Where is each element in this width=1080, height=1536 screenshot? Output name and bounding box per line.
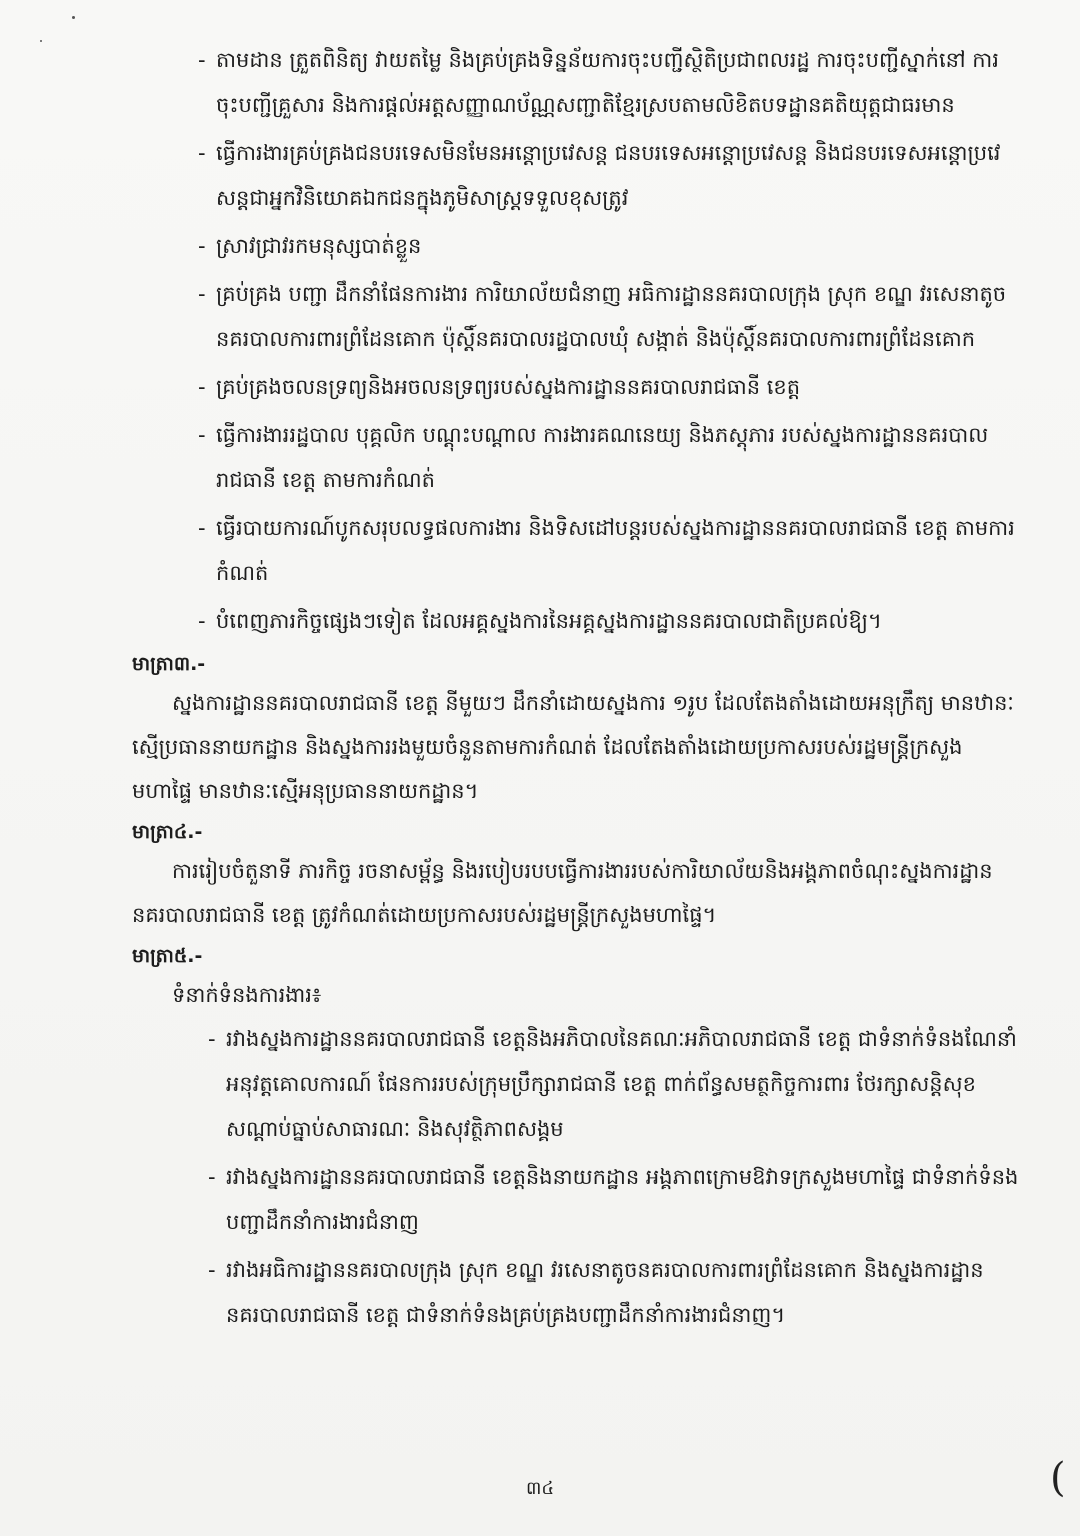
list-item-text: តាមដាន ត្រួតពិនិត្យ វាយតម្លៃ និងគ្រប់គ្រងទិន្នន័យការចុះបញ្ជីស្ថិតិប្រជាពលរដ្ឋ ការចុះបញ្ជីស្នាក់នៅ ការចុះបញ្ជីគ្រួសារ និងការផ្តល់អត្តសញ្ញាណប័ណ្ណសញ្ជាតិខ្មែរស្របតាមលិខិតបទដ្ឋានគតិយុត្តជាធរមាន <box>216 48 999 117</box>
dash-marker: - <box>198 141 206 165</box>
dash-marker: - <box>198 375 206 399</box>
list-item <box>198 224 1020 269</box>
dash-marker: - <box>198 282 206 306</box>
list-item <box>198 272 1020 362</box>
list-item <box>198 506 1020 596</box>
article-5-intro: ទំនាក់ទំនងការងារ៖ <box>172 983 322 1007</box>
document-body <box>132 38 1020 1341</box>
dash-marker: - <box>198 609 206 633</box>
list-item-text: គ្រប់គ្រងចលនទ្រព្យនិងអចលនទ្រព្យរបស់ស្នងការដ្ឋាននគរបាលរាជធានី ខេត្ត <box>216 375 801 399</box>
dash-marker: - <box>198 423 206 447</box>
dash-marker: - <box>208 1258 216 1282</box>
dash-marker: - <box>198 48 206 72</box>
list-item-text: គ្រប់គ្រង បញ្ជា ដឹកនាំផែនការងារ ការិយាល័យជំនាញ អធិការដ្ឋាននគរបាលក្រុង ស្រុក ខណ្ឌ វរសេនាតូចនគរបាលការពារព្រំដែនគោក ប៉ុស្តិ៍នគរបាលរដ្ឋបាលឃុំ សង្កាត់ និងប៉ុស្តិ៍នគរបាលការពារព្រំដែនគោក <box>216 282 1007 351</box>
relations-list <box>150 1017 1020 1338</box>
dash-marker: - <box>208 1027 216 1051</box>
article-4-text: ការរៀបចំតួនាទី ភារកិច្ច រចនាសម្ព័ន្ធ និងរបៀបរបបធ្វើការងាររបស់ការិយាល័យនិងអង្គភាពចំណុះស្នងការដ្ឋាននគរបាលរាជធានី ខេត្ត ត្រូវកំណត់ដោយប្រកាសរបស់រដ្ឋមន្ត្រីក្រសួងមហាផ្ទៃ។ <box>132 859 993 927</box>
list-item <box>198 131 1020 221</box>
list-item <box>198 599 1020 644</box>
list-item <box>208 1155 1020 1245</box>
list-item <box>208 1017 1020 1152</box>
list-item-text: បំពេញភារកិច្ចផ្សេងៗទៀត ដែលអគ្គស្នងការនៃអគ្គស្នងការដ្ឋាននគរបាលជាតិប្រគល់ឱ្យ។ <box>216 609 882 633</box>
list-item-text: រវាងអធិការដ្ឋាននគរបាលក្រុង ស្រុក ខណ្ឌ វរសេនាតូចនគរបាលការពារព្រំដែនគោក និងស្នងការដ្ឋាននគរបាលរាជធានី ខេត្ត ជាទំនាក់ទំនងគ្រប់គ្រងបញ្ជាដឹកនាំការងារជំនាញ។ <box>226 1258 984 1327</box>
dash-marker: - <box>198 516 206 540</box>
scan-speck <box>72 16 75 19</box>
list-item-text: ធ្វើការងាររដ្ឋបាល បុគ្គលិក បណ្តុះបណ្តាល ការងារគណនេយ្យ និងភស្តុភារ របស់ស្នងការដ្ឋាននគរបាលរាជធានី ខេត្ត តាមការកំណត់ <box>216 423 989 492</box>
article-3-text: ស្នងការដ្ឋាននគរបាលរាជធានី ខេត្ត នីមួយៗ ដឹកនាំដោយស្នងការ ១រូប ដែលតែងតាំងដោយអនុក្រឹត្យ មានឋានៈស្មើប្រធាននាយកដ្ឋាន និងស្នងការរងមួយចំនួនតាមការកំណត់ ដែលតែងតាំងដោយប្រកាសរបស់រដ្ឋមន្ត្រីក្រសួងមហាផ្ទៃ មានឋានៈស្មើអនុប្រធាននាយកដ្ឋាន។ <box>132 691 1014 803</box>
list-item <box>198 38 1020 128</box>
article-5-heading: មាត្រា៥.- <box>132 945 203 967</box>
list-item-text: រវាងស្នងការដ្ឋាននគរបាលរាជធានី ខេត្តនិងអភិបាលនៃគណៈអភិបាលរាជធានី ខេត្ត ជាទំនាក់ទំនងណែនាំអនុវត្តគោលការណ៍ ផែនការរបស់ក្រុមប្រឹក្សារាជធានី ខេត្ត ពាក់ព័ន្ធសមត្ថកិច្ចការពារ ថែរក្សាសន្តិសុខ សណ្តាប់ធ្នាប់សាធារណៈ និងសុវត្ថិភាពសង្គម <box>226 1027 1017 1141</box>
article-4-heading: មាត្រា៤.- <box>132 821 203 843</box>
dash-marker: - <box>208 1165 216 1189</box>
list-item-text: ធ្វើរបាយការណ៍បូកសរុបលទ្ធផលការងារ និងទិសដៅបន្តរបស់ស្នងការដ្ឋាននគរបាលរាជធានី ខេត្ត តាមការកំណត់ <box>216 516 1015 585</box>
page-number: ៣៤ <box>525 1478 555 1499</box>
list-item-text: រវាងស្នងការដ្ឋាននគរបាលរាជធានី ខេត្តនិងនាយកដ្ឋាន អង្គភាពក្រោមឱវាទក្រសួងមហាផ្ទៃ ជាទំនាក់ទំនងបញ្ជាដឹកនាំការងារជំនាញ <box>226 1165 1019 1234</box>
article-3-heading: មាត្រា៣.- <box>132 653 206 675</box>
margin-paren-mark: ( <box>1050 1455 1066 1501</box>
list-item-text: ធ្វើការងារគ្រប់គ្រងជនបរទេសមិនមែនអន្តោប្រវេសន្ត ជនបរទេសអន្តោប្រវេសន្ត និងជនបរទេសអន្តោប្រវេសន្តជាអ្នកវិនិយោគឯកជនក្នុងភូមិសាស្ត្រទទួលខុសត្រូវ <box>216 141 1001 210</box>
list-item <box>208 1248 1020 1338</box>
dash-marker: - <box>198 234 206 258</box>
list-item <box>198 413 1020 503</box>
list-item <box>198 365 1020 410</box>
scan-speck <box>40 40 42 42</box>
list-item-text: ស្រាវជ្រាវរកមនុស្សបាត់ខ្លួន <box>216 234 422 258</box>
responsibilities-list <box>150 38 1020 644</box>
